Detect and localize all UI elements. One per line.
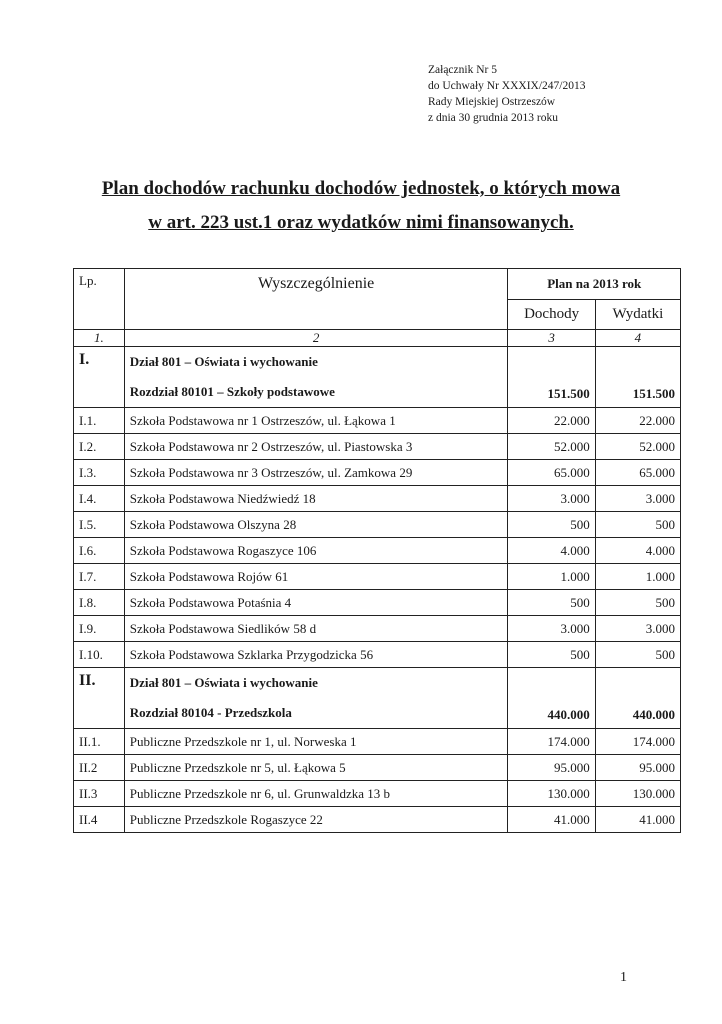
column-number: 1. bbox=[74, 330, 125, 347]
row-lp: I.5. bbox=[74, 512, 125, 538]
row-name: Szkoła Podstawowa Szklarka Przygodzicka 56 bbox=[124, 642, 508, 668]
table-row bbox=[74, 781, 681, 807]
table-row bbox=[74, 616, 681, 642]
header-description: Wyszczególnienie bbox=[124, 269, 508, 330]
row-name: Szkoła Podstawowa nr 2 Ostrzeszów, ul. Piastowska 3 bbox=[124, 434, 508, 460]
title-line-2: w art. 223 ust.1 oraz wydatków nimi finansowanych. bbox=[148, 212, 574, 233]
table-row bbox=[74, 564, 681, 590]
column-number: 4 bbox=[595, 330, 680, 347]
row-income: 95.000 bbox=[508, 755, 595, 781]
row-lp: I.2. bbox=[74, 434, 125, 460]
row-lp: I.1. bbox=[74, 408, 125, 434]
table-row bbox=[74, 486, 681, 512]
row-name: Szkoła Podstawowa Rogaszyce 106 bbox=[124, 538, 508, 564]
row-lp: I.8. bbox=[74, 590, 125, 616]
section-expense: 151.500 bbox=[595, 347, 680, 408]
section-income: 440.000 bbox=[508, 668, 595, 729]
row-expense: 22.000 bbox=[595, 408, 680, 434]
row-lp: II.4 bbox=[74, 807, 125, 833]
row-lp: II.1. bbox=[74, 729, 125, 755]
row-expense: 65.000 bbox=[595, 460, 680, 486]
document-title bbox=[40, 172, 682, 240]
row-expense: 52.000 bbox=[595, 434, 680, 460]
table-row bbox=[74, 590, 681, 616]
row-name: Szkoła Podstawowa Siedlików 58 d bbox=[124, 616, 508, 642]
section2-rows bbox=[74, 729, 681, 833]
row-income: 52.000 bbox=[508, 434, 595, 460]
row-expense: 4.000 bbox=[595, 538, 680, 564]
plan-table bbox=[73, 268, 681, 833]
section-expense: 440.000 bbox=[595, 668, 680, 729]
annex-line: z dnia 30 grudnia 2013 roku bbox=[428, 112, 558, 124]
row-name: Publiczne Przedszkole nr 5, ul. Łąkowa 5 bbox=[124, 755, 508, 781]
row-expense: 174.000 bbox=[595, 729, 680, 755]
row-lp: II.3 bbox=[74, 781, 125, 807]
annex-line: Załącznik Nr 5 bbox=[428, 64, 497, 76]
annex-line: do Uchwały Nr XXXIX/247/2013 bbox=[428, 80, 586, 92]
row-income: 22.000 bbox=[508, 408, 595, 434]
row-lp: I.3. bbox=[74, 460, 125, 486]
table-row bbox=[74, 755, 681, 781]
row-expense: 3.000 bbox=[595, 486, 680, 512]
row-name: Szkoła Podstawowa nr 3 Ostrzeszów, ul. Zamkowa 29 bbox=[124, 460, 508, 486]
header-lp: Lp. bbox=[74, 269, 125, 330]
section-lp: I. bbox=[74, 347, 125, 408]
table-row bbox=[74, 460, 681, 486]
section-rozdzial: Rozdział 80104 - Przedszkola bbox=[124, 698, 508, 729]
table-row bbox=[74, 538, 681, 564]
row-expense: 500 bbox=[595, 512, 680, 538]
row-income: 41.000 bbox=[508, 807, 595, 833]
table-row bbox=[74, 729, 681, 755]
table-row bbox=[74, 434, 681, 460]
section-dzial: Dział 801 – Oświata i wychowanie bbox=[124, 668, 508, 699]
row-income: 3.000 bbox=[508, 616, 595, 642]
title-line-1: Plan dochodów rachunku dochodów jednostek, o których mowa bbox=[101, 178, 621, 199]
table-row bbox=[74, 642, 681, 668]
row-expense: 130.000 bbox=[595, 781, 680, 807]
row-expense: 41.000 bbox=[595, 807, 680, 833]
section-lp: II. bbox=[74, 668, 125, 729]
column-number: 2 bbox=[124, 330, 508, 347]
row-name: Szkoła Podstawowa Olszyna 28 bbox=[124, 512, 508, 538]
row-name: Publiczne Przedszkole nr 6, ul. Grunwaldzka 13 b bbox=[124, 781, 508, 807]
row-name: Szkoła Podstawowa Niedźwiedź 18 bbox=[124, 486, 508, 512]
row-expense: 95.000 bbox=[595, 755, 680, 781]
row-income: 130.000 bbox=[508, 781, 595, 807]
header-income: Dochody bbox=[508, 299, 595, 330]
table-row bbox=[74, 807, 681, 833]
row-income: 174.000 bbox=[508, 729, 595, 755]
annex-note bbox=[428, 62, 585, 126]
row-lp: I.9. bbox=[74, 616, 125, 642]
row-income: 500 bbox=[508, 642, 595, 668]
row-income: 65.000 bbox=[508, 460, 595, 486]
row-income: 4.000 bbox=[508, 538, 595, 564]
row-expense: 1.000 bbox=[595, 564, 680, 590]
row-expense: 500 bbox=[595, 642, 680, 668]
row-expense: 500 bbox=[595, 590, 680, 616]
row-income: 3.000 bbox=[508, 486, 595, 512]
section1-rows bbox=[74, 408, 681, 668]
row-lp: I.7. bbox=[74, 564, 125, 590]
section-dzial: Dział 801 – Oświata i wychowanie bbox=[124, 347, 508, 378]
row-income: 500 bbox=[508, 590, 595, 616]
row-lp: I.4. bbox=[74, 486, 125, 512]
section-income: 151.500 bbox=[508, 347, 595, 408]
row-name: Publiczne Przedszkole nr 1, ul. Norweska 1 bbox=[124, 729, 508, 755]
row-name: Szkoła Podstawowa Rojów 61 bbox=[124, 564, 508, 590]
row-lp: I.6. bbox=[74, 538, 125, 564]
row-expense: 3.000 bbox=[595, 616, 680, 642]
row-name: Publiczne Przedszkole Rogaszyce 22 bbox=[124, 807, 508, 833]
table-row bbox=[74, 512, 681, 538]
row-income: 500 bbox=[508, 512, 595, 538]
row-name: Szkoła Podstawowa nr 1 Ostrzeszów, ul. Łąkowa 1 bbox=[124, 408, 508, 434]
header-expense: Wydatki bbox=[595, 299, 680, 330]
row-income: 1.000 bbox=[508, 564, 595, 590]
row-name: Szkoła Podstawowa Potaśnia 4 bbox=[124, 590, 508, 616]
column-number: 3 bbox=[508, 330, 595, 347]
row-lp: I.10. bbox=[74, 642, 125, 668]
annex-line: Rady Miejskiej Ostrzeszów bbox=[428, 96, 556, 108]
row-lp: II.2 bbox=[74, 755, 125, 781]
header-plan: Plan na 2013 rok bbox=[508, 269, 681, 300]
section-rozdzial: Rozdział 80101 – Szkoły podstawowe bbox=[124, 377, 508, 408]
page-number: 1 bbox=[620, 970, 627, 985]
table-row bbox=[74, 408, 681, 434]
